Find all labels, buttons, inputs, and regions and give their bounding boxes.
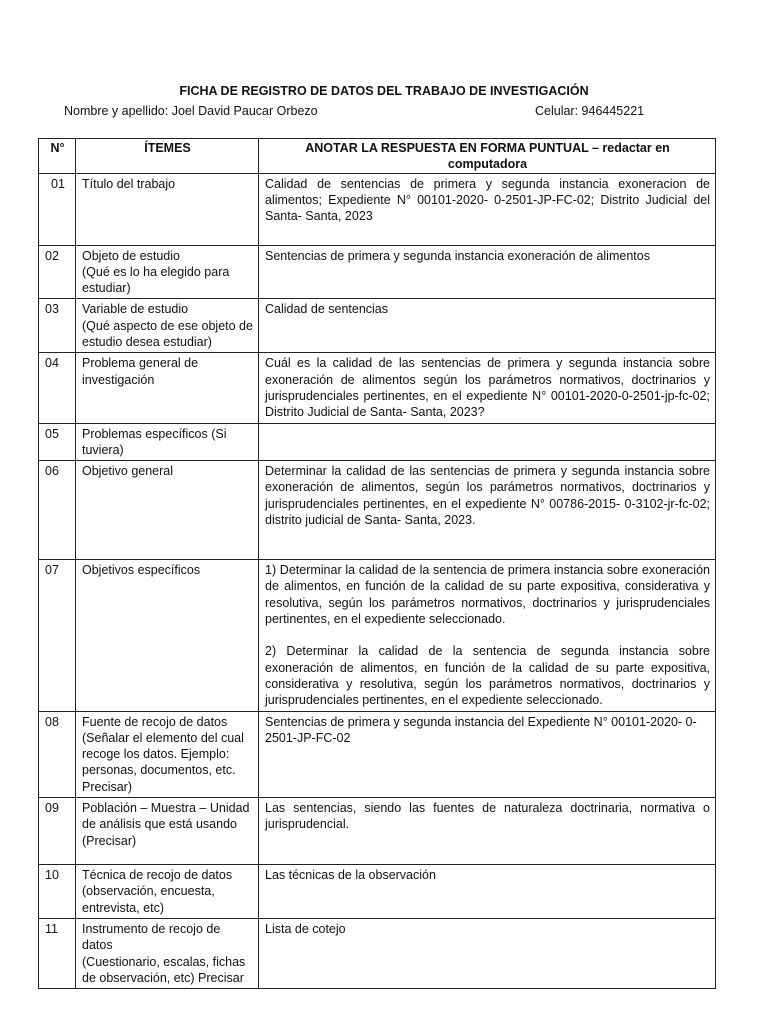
row-item bbox=[76, 865, 259, 919]
row-answer bbox=[259, 423, 716, 461]
row-answer bbox=[259, 560, 716, 711]
item-line: (Señalar el elemento del cual recoge los datos. Ejemplo: personas, documentos, etc. Precisar) bbox=[82, 730, 244, 794]
row-number: 03 bbox=[39, 299, 76, 353]
table-header-row bbox=[39, 139, 716, 174]
row-number: 02 bbox=[39, 245, 76, 299]
row-answer: Sentencias de primera y segunda instancia del Expediente N° 00101-2020- 0-2501-JP-FC-02 bbox=[259, 711, 716, 797]
row-item: Título del trabajo bbox=[76, 173, 259, 245]
row-item: Problemas específicos (Si tuviera) bbox=[76, 423, 259, 461]
row-number: 07 bbox=[39, 560, 76, 711]
item-line: (Qué aspecto de ese objeto de estudio desea estudiar) bbox=[82, 318, 253, 350]
header-answer: ANOTAR LA RESPUESTA EN FORMA PUNTUAL – redactar en computadora bbox=[259, 139, 716, 174]
row-answer: Las técnicas de la observación bbox=[259, 865, 716, 919]
item-line: (Precisar) bbox=[82, 833, 137, 848]
row-answer: Determinar la calidad de las sentencias de primera y segunda instancia sobre exoneración de alimentos, según los parámetros normativos, doctrinarios y jurisprudenciales pertinentes, en el expediente N° 00786-2015- 0-3102-jr-fc-02; distrito judicial de Santa- Santa, 2023. bbox=[259, 461, 716, 560]
item-line: Variable de estudio bbox=[82, 302, 189, 317]
table-row bbox=[39, 798, 716, 865]
row-number: 09 bbox=[39, 798, 76, 865]
row-answer: Cuál es la calidad de las sentencias de primera y segunda instancia sobre exoneración de alimentos según los parámetros normativos, doctrinarios y jurisprudenciales pertinentes, en el expediente N° 00101-2020-0-2501-jp-fc-02; Distrito Judicial de Santa- Santa, 2023? bbox=[259, 353, 716, 423]
table-row bbox=[39, 299, 716, 353]
header-items: ÍTEMES bbox=[76, 139, 259, 174]
row-answer: Las sentencias, siendo las fuentes de naturaleza doctrinaria, normativa o jurisprudencial. bbox=[259, 798, 716, 865]
table-row bbox=[39, 865, 716, 919]
table-row bbox=[39, 245, 716, 299]
paragraph-gap bbox=[265, 627, 710, 643]
specific-objective-1: 1) Determinar la calidad de la sentencia de primera instancia sobre exoneración de alimentos, en función de la calidad de su parte expositiva, considerativa y resolutiva, según los parámetros normativos, doctrinarios y jurisprudenciales pertinentes, en el expediente seleccionado. bbox=[265, 563, 710, 627]
row-answer: Calidad de sentencias de primera y segunda instancia exoneracion de alimentos; Expediente N° 00101-2020- 0-2501-JP-FC-02; Distrito Judicial del Santa- Santa, 2023 bbox=[259, 173, 716, 245]
row-item bbox=[76, 299, 259, 353]
document-title: FICHA DE REGISTRO DE DATOS DEL TRABAJO DE INVESTIGACIÓN bbox=[179, 84, 589, 98]
item-line: (Cuestionario, escalas, fichas de observación, etc) Precisar bbox=[82, 954, 246, 985]
specific-objective-2: 2) Determinar la calidad de la sentencia de segunda instancia sobre exoneración de alimentos, en función de la calidad de su parte expositiva, considerativa y resolutiva, según los parámetros normativos, doctrinarios y jurisprudenciales pertinentes, en el expediente seleccionado. bbox=[265, 644, 710, 708]
row-item bbox=[76, 918, 259, 988]
row-item: Objetivo general bbox=[76, 461, 259, 560]
row-number: 11 bbox=[39, 918, 76, 988]
table-row bbox=[39, 173, 716, 245]
item-line: Fuente de recojo de datos bbox=[82, 714, 228, 729]
row-answer: Lista de cotejo bbox=[259, 918, 716, 988]
row-item: Problema general de investigación bbox=[76, 353, 259, 423]
item-line: (observación, encuesta, entrevista, etc) bbox=[82, 884, 215, 915]
table-row bbox=[39, 353, 716, 423]
row-answer: Calidad de sentencias bbox=[259, 299, 716, 353]
item-line: Instrumento de recojo de datos bbox=[82, 921, 221, 953]
table-row bbox=[39, 711, 716, 797]
item-line: Población – Muestra – Unidad de análisis que está usando bbox=[82, 801, 250, 832]
row-number: 04 bbox=[39, 353, 76, 423]
row-item: Objetivos específicos bbox=[76, 560, 259, 711]
row-item bbox=[76, 245, 259, 299]
row-number: 10 bbox=[39, 865, 76, 919]
row-number: 06 bbox=[39, 461, 76, 560]
row-item bbox=[76, 798, 259, 865]
table-row bbox=[39, 560, 716, 711]
item-line: (Qué es lo ha elegido para estudiar) bbox=[82, 264, 230, 296]
header-number: N° bbox=[39, 139, 76, 174]
item-line: Técnica de recojo de datos bbox=[82, 868, 233, 883]
row-number: 01 bbox=[39, 173, 76, 245]
row-number: 05 bbox=[39, 423, 76, 461]
row-answer: Sentencias de primera y segunda instancia exoneración de alimentos bbox=[259, 245, 716, 299]
table-row bbox=[39, 423, 716, 461]
student-name: Nombre y apellido: Joel David Paucar Orbezo bbox=[64, 104, 318, 118]
item-line: Objeto de estudio bbox=[82, 248, 180, 263]
student-phone: Celular: 946445221 bbox=[535, 104, 645, 118]
table-row bbox=[39, 918, 716, 988]
registration-table bbox=[38, 138, 716, 989]
row-item bbox=[76, 711, 259, 797]
table-row bbox=[39, 461, 716, 560]
row-number: 08 bbox=[39, 711, 76, 797]
